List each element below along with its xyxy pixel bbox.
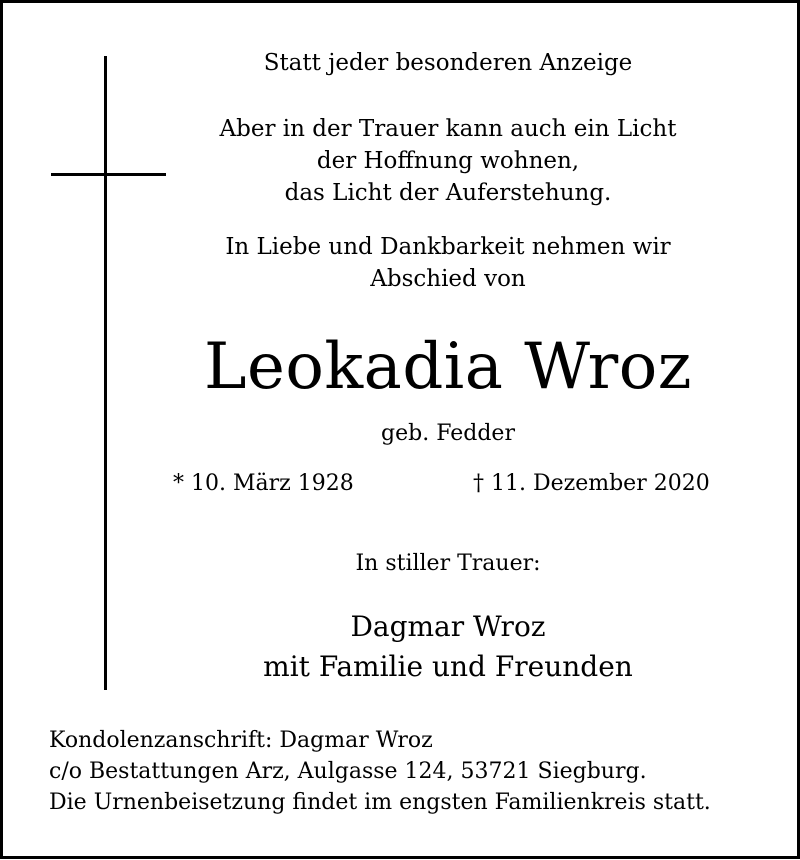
- verse-line: der Hoffnung wohnen,: [316, 148, 580, 174]
- funeral-home-address: c/o Bestattungen Arz, Aulgasse 124, 53721 Siegburg.: [49, 759, 647, 784]
- intro-line: In Liebe und Dankbarkeit nehmen wir: [225, 234, 671, 260]
- mourner-line: Dagmar Wroz: [350, 610, 546, 643]
- mourners-block: [133, 607, 763, 687]
- mourner-line: mit Familie und Freunden: [263, 650, 633, 683]
- notice-header: Statt jeder besonderen Anzeige: [263, 50, 633, 76]
- verse-block: [133, 113, 763, 209]
- footer-block: [49, 725, 789, 818]
- intro-block: [133, 231, 763, 295]
- verse-line: Aber in der Trauer kann auch ein Licht: [219, 116, 677, 142]
- deceased-name: Leokadia Wroz: [203, 330, 693, 404]
- maiden-name: geb. Fedder: [381, 421, 515, 446]
- maiden-name-block: [133, 419, 763, 449]
- mourning-label: In stiller Trauer:: [355, 551, 541, 576]
- verse-line: das Licht der Auferstehung.: [284, 180, 612, 206]
- burial-note: Die Urnenbeisetzung findet im engsten Familienkreis statt.: [49, 790, 711, 815]
- death-date: † 11. Dezember 2020: [473, 471, 710, 496]
- deceased-name-block: [133, 329, 763, 405]
- condolence-address: Kondolenzanschrift: Dagmar Wroz: [49, 728, 433, 753]
- mourning-label-block: [133, 549, 763, 579]
- intro-line: Abschied von: [370, 266, 526, 292]
- cross-vertical-bar: [104, 56, 107, 690]
- notice-header-block: [133, 47, 763, 79]
- birth-date: * 10. März 1928: [173, 471, 354, 496]
